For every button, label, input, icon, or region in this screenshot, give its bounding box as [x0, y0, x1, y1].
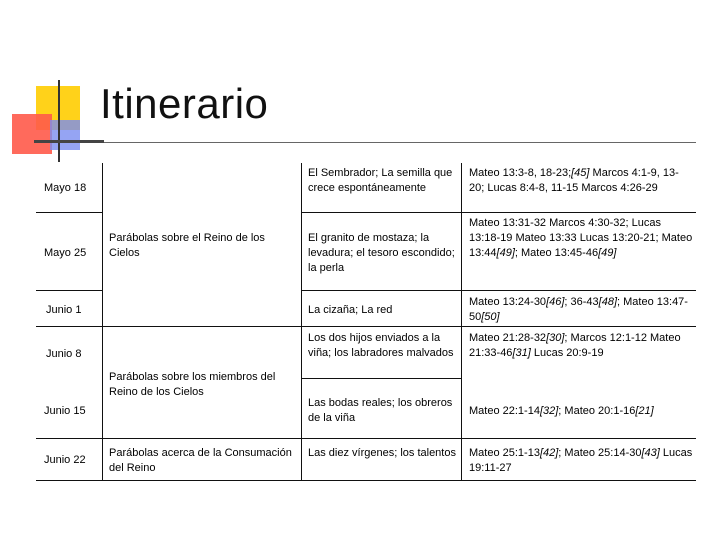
col-sep-1	[102, 163, 103, 480]
col-sep-2	[301, 163, 302, 480]
row-line	[302, 212, 696, 213]
date-cell: Junio 8	[46, 348, 82, 360]
parable-cell: El Sembrador; La semilla que crece espontáneamente	[308, 167, 453, 194]
row-line	[302, 378, 461, 379]
topic-cell: Parábolas acerca de la Consumación del Reino	[109, 447, 292, 474]
reference-cell: Mateo 13:31-32 Marcos 4:30-32; Lucas 13:18-19 Mateo 13:33 Lucas 13:20-21; Mateo 13:44[49]; Mateo 13:45-46[49]	[469, 217, 693, 259]
topic-cell: Parábolas sobre el Reino de los Cielos	[109, 232, 265, 259]
topic-cell: Parábolas sobre los miembros del Reino de los Cielos	[109, 371, 276, 398]
row-line	[36, 212, 102, 213]
parable-cell: El granito de mostaza; la levadura; el tesoro escondido; la perla	[308, 232, 455, 274]
row-line	[36, 326, 696, 327]
parable-cell: La cizaña; La red	[308, 304, 393, 316]
date-cell: Junio 1	[46, 304, 82, 316]
date-cell: Junio 15	[44, 405, 86, 417]
row-line	[36, 438, 696, 439]
row-line	[302, 290, 696, 291]
reference-cell: Mateo 21:28-32[30]; Marcos 12:1-12 Mateo 21:33-46[31] Lucas 20:9-19	[469, 332, 681, 359]
col-sep-3	[461, 163, 462, 480]
reference-cell: Mateo 22:1-14[32]; Mateo 20:1-16[21]	[469, 405, 654, 417]
reference-cell: Mateo 25:1-13[42]; Mateo 25:14-30[43] Lucas 19:11-27	[469, 447, 693, 474]
parable-cell: Las diez vírgenes; los talentos	[308, 447, 456, 459]
page-title: Itinerario	[100, 80, 269, 127]
date-cell: Mayo 25	[44, 247, 87, 259]
parable-cell: Las bodas reales; los obreros de la viña	[308, 397, 453, 424]
date-cell: Mayo 18	[44, 182, 87, 194]
date-cell: Junio 22	[44, 454, 86, 466]
reference-cell: Mateo 13:24-30[46]; 36-43[48]; Mateo 13:47-50[50]	[469, 296, 688, 323]
parable-cell: Los dos hijos enviados a la viña; los labradores malvados	[308, 332, 454, 359]
row-line	[36, 290, 102, 291]
reference-cell: Mateo 13:3-8, 18-23;[45] Marcos 4:1-9, 13-20; Lucas 8:4-8, 11-15 Marcos 4:26-29	[469, 167, 679, 194]
row-line	[36, 480, 696, 481]
